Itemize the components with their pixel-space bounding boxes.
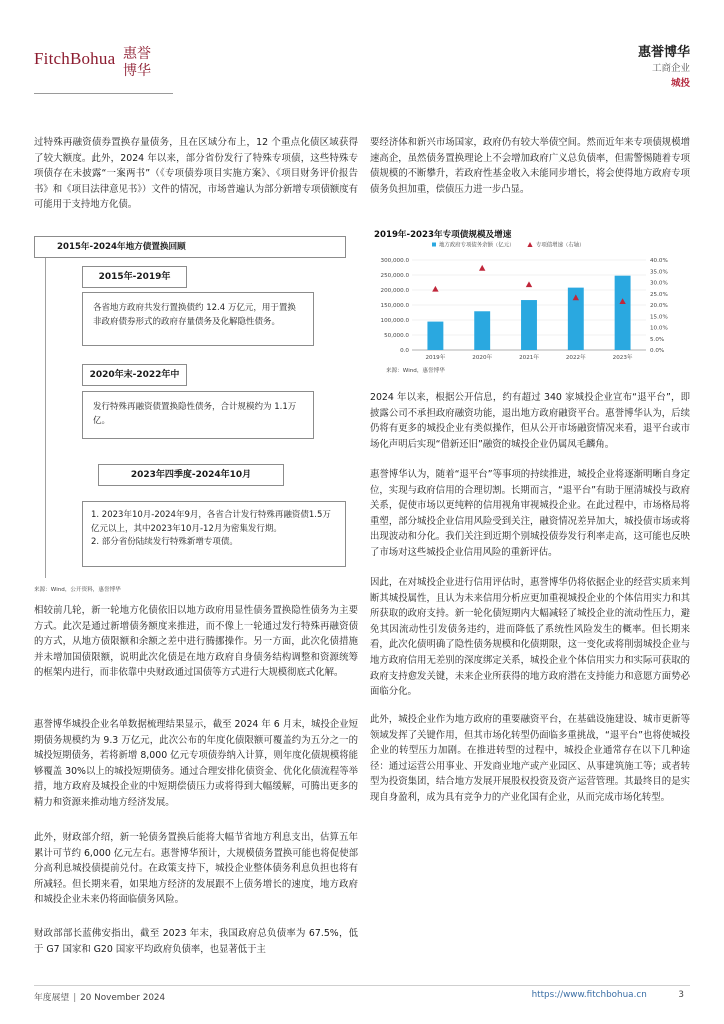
growth-marker-2021年 xyxy=(526,281,532,287)
page-number: 3 xyxy=(678,990,684,1000)
bar-2019年 xyxy=(427,322,443,350)
footer-report-type: 年度展望 xyxy=(34,993,70,1003)
y-right-tick-label: 15.0% xyxy=(650,314,668,321)
x-tick-label: 2023年 xyxy=(612,355,633,361)
y-left-tick-label: 50,000.0 xyxy=(384,333,409,339)
timeline-period-3: 2023年四季度-2024年10月 xyxy=(98,464,284,486)
y-right-tick-label: 20.0% xyxy=(650,303,668,309)
timeline-text-3-line2: 2. 部分省份陆续发行特殊新增专项债。 xyxy=(91,537,238,547)
x-tick-label: 2020年 xyxy=(472,355,493,361)
y-left-tick-label: 200,000.0 xyxy=(380,288,409,294)
body-paragraph: 惠誉博华认为，随着“退平台”等事项的持续推进，城投企业将逐渐明晰自身定位，实现与政府信用的合理切割。长期而言，“退平台”有助于厘清城投与政府关系，促使市场以更纯粹的信用视角审视城投企业。在此过程中，市场格局将重塑，部分城投企业信用风险受到关注，融资情况差异加大，城投债市场或将出现波动和分化。我们关注到近期个别城投债券发行利率走高，这可能也反映了市场对这些城投企业信用风险的重新评估。 xyxy=(370,469,690,558)
body-paragraph: 相较前几轮，新一轮地方化债依旧以地方政府用显性债务置换隐性债务为主要方式。此次是通过新增债务额度来推进，而不像上一轮通过发行特殊再融资债的方式，从地方债限额和余额之差中进行腾挪操作。另一方面，此次化债措施并未增加国债限额，说明此次化债是在地方政府自身债务结构调整和资源统筹的框架内进行，而非依靠中央财政通过国债等方式进行大规模彻底式化解。 xyxy=(34,605,358,679)
y-right-tick-label: 30.0% xyxy=(650,280,668,287)
legend-swatch-growth xyxy=(527,242,532,247)
legend-swatch-balance xyxy=(432,243,436,247)
y-left-tick-label: 150,000.0 xyxy=(380,303,409,309)
timeline-period-1: 2015年-2019年 xyxy=(82,266,187,288)
logo-seal-icon xyxy=(120,42,154,78)
y-right-tick-label: 10.0% xyxy=(650,325,668,332)
logo-seal-top: 惠誉 xyxy=(123,46,151,62)
y-right-tick-label: 5.0% xyxy=(650,336,665,343)
report-brand-title: 惠誉博华 xyxy=(637,45,690,60)
chart-source: 来源：Wind，惠誉博华 xyxy=(386,368,445,374)
bar-2020年 xyxy=(474,311,490,350)
report-subsector: 城投 xyxy=(670,78,690,89)
header-divider xyxy=(34,93,173,94)
body-paragraph: 因此，在对城投企业进行信用评估时，惠誉博华仍将依据企业的经营实质来判断其城投属性，且认为未来信用分析应更加重视城投企业的个体信用实力和其所获取的政府支持。新一轮化债短期内大幅减轻了城投企业的流动性压力，避免其因流动性引发债务违约，进而降低了系统性风险发生的概率。但长期来看，此次化债明确了隐性债务规模和化债期限，这一变化或将削弱城投企业与地方政府信用无差别的深度绑定关系，城投企业个体信用实力和实际可获取的政府支持愈发关键，未来企业所获得的地方政府潜在支持能力和意愿方面势必面临分化。 xyxy=(370,577,690,698)
body-paragraph: 财政部部长蓝佛安指出，截至 2023 年末，我国政府总负债率为 67.5%，低于 G7 国家和 G20 国家平均政府负债率，也显著低于主 xyxy=(34,928,358,955)
timeline-spine xyxy=(45,258,46,578)
y-right-tick-label: 40.0% xyxy=(650,258,668,264)
body-paragraph: 要经济体和新兴市场国家，政府仍有较大举债空间。然而近年来专项债规模增速高企，虽然债务置换理论上不会增加政府广义总负债率，但需警惕随着专项债规模的不断攀升，若政府性基金收入未能同步增长，将会使得地方政府专项债务负担加重，偿债压力进一步凸显。 xyxy=(370,137,690,195)
bar-2023年 xyxy=(615,276,631,350)
y-right-tick-label: 25.0% xyxy=(650,291,668,298)
footer-right xyxy=(532,990,684,1000)
logo-seal-bottom: 博华 xyxy=(123,63,151,78)
special-bond-chart xyxy=(370,240,690,375)
body-paragraph: 此外，财政部介绍，新一轮债务置换后能将大幅节省地方利息支出，估算五年累计可节约 6,000 亿元左右。惠誉博华预计，大规模债务置换可能也将促使部分高利息城投债提前兑付。在政策支持下，城投企业整体债务利息负担也将有所减轻。但长期来看，如果地方经济的发展跟不上债务增长的速度，地方政府和城投企业未来仍将面临债务风险。 xyxy=(34,832,358,906)
legend-label-balance: 地方政府专项债务余额（亿元） xyxy=(439,242,515,249)
timeline-text-3 xyxy=(82,501,346,567)
x-tick-label: 2021年 xyxy=(519,355,539,361)
y-right-tick-label: 0.0% xyxy=(650,348,665,354)
y-left-tick-label: 100,000.0 xyxy=(380,318,409,324)
timeline-period-2: 2020年末-2022年中 xyxy=(82,364,187,386)
footer-url-link[interactable]: https://www.fitchbohua.cn xyxy=(531,990,647,1000)
timeline-text-2: 发行特殊再融资债置换隐性债务，合计规模约为 1.1万亿。 xyxy=(82,391,314,439)
footer-divider xyxy=(34,985,690,986)
body-paragraph: 过特殊再融资债券置换存量债务，且在区域分布上，12 个重点化债区域获得了较大额度。此外，2024 年以来，部分省份发行了特殊专项债，这些特殊专项债存在未披露“一案两书”（《专项债券项目实施方案》、《项目财务评价报告书》和《项目法律意见书》）文件的情况，市场普遍认为部分新增专项债额度有可能用于支持地方化债。 xyxy=(34,137,358,211)
y-left-tick-label: 300,000.0 xyxy=(380,258,409,264)
y-left-tick-label: 0.0 xyxy=(400,348,409,354)
body-paragraph: 2024 年以来，根据公开信息，约有超过 340 家城投企业宣布“退平台”，即披露公司不承担政府融资功能，退出地方政府融资平台。惠誉博华认为，后续仍将有更多的城投企业有类似操作，但从公开市场融资情况来看，退平台或市场化声明后实现“借新还旧”融资的城投企业仍属凤毛麟角。 xyxy=(370,392,690,450)
growth-marker-2020年 xyxy=(479,265,485,271)
growth-marker-2019年 xyxy=(432,286,438,292)
body-paragraph: 此外，城投企业作为地方政府的重要融资平台，在基础设施建设、城市更新等领域发挥了关键作用，但其市场化转型仍面临多重挑战，“退平台”也将使城投企业的转型压力加剧。在推进转型的过程中，城投企业通常存在以下几种途径：通过运营公用事业、开发商业地产或产业园区、从事建筑施工等；或者转型为投资集团，结合地方发展开展股权投资及资产运营管理。其最终目的是实现自身盈利，成为具有竞争力的产业化国有企业，从而完成市场化转型。 xyxy=(370,714,690,803)
legend-label-growth: 专项债增速（右轴） xyxy=(536,242,585,249)
bar-2021年 xyxy=(521,300,537,350)
footer-date: 20 November 2024 xyxy=(80,993,166,1003)
timeline-source: 来源：Wind，公开资料，惠誉博华 xyxy=(34,587,121,593)
chart-title: 2019年-2023年专项债规模及增速 xyxy=(374,230,512,240)
body-paragraph: 惠誉博华城投企业名单数据梳理结果显示，截至 2024 年 6 月末，城投企业短期债务规模约为 9.3 万亿元，此次公布的年度化债限额可覆盖约为五分之一的城投短期债务，若将新增 8,000 亿元专项债券纳入计算，则年度化债规模将能够覆盖 30%以上的城投短期债务。通过合理安排化债资金、优化化债流程等举措，地方政府及城投企业的中短期偿债压力或将得到大幅缓解，可腾出更多的精力和资源来推动地方经济发展。 xyxy=(34,719,358,808)
report-sector: 工商企业 xyxy=(651,63,690,74)
logo-wordmark: FitchBohua xyxy=(34,49,116,68)
timeline-text-3-line1: 1. 2023年10月-2024年9月，各省合计发行特殊再融资债1.5万亿元以上，其中2023年10月-12月为密集发行期。 xyxy=(91,510,331,534)
y-left-tick-label: 250,000.0 xyxy=(380,273,409,279)
x-tick-label: 2022年 xyxy=(565,355,586,361)
timeline-title: 2015年-2024年地方债置换回顾 xyxy=(34,236,346,258)
y-right-tick-label: 35.0% xyxy=(650,269,668,276)
x-tick-label: 2019年 xyxy=(425,355,446,361)
timeline-text-1: 各省地方政府共发行置换债约 12.4 万亿元，用于置换非政府债券形式的政府存量债务及化解隐性债务。 xyxy=(82,292,314,346)
footer-left: 年度展望 | 20 November 2024 xyxy=(34,993,166,1003)
